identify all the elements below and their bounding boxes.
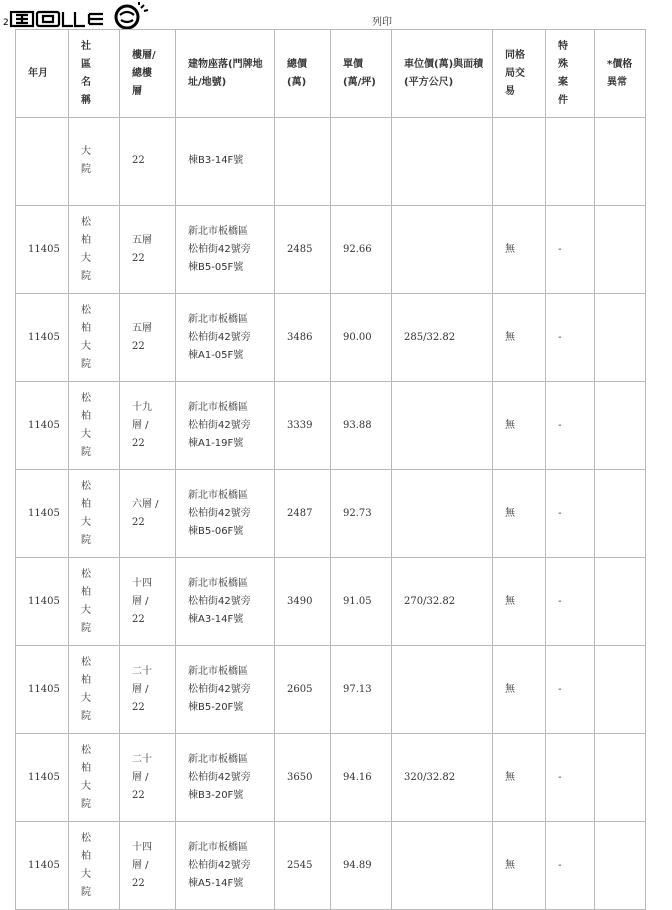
cell-community: 大院 (69, 118, 120, 206)
cell-special: - (546, 734, 595, 822)
cell-unit-price: 92.73 (331, 470, 392, 558)
cell-empty (493, 118, 546, 206)
cell-same-layout: 無 (493, 822, 546, 910)
cell-floor: 二十層 / 22 (120, 734, 176, 822)
cell-address: 新北市板橋區 松柏街42號旁 棟B3-20F號 (176, 734, 275, 822)
col-same-layout[interactable]: 同格局交易 (493, 30, 546, 118)
transaction-table (15, 29, 646, 910)
cell-year-month: 11405 (16, 382, 69, 470)
table-row (16, 382, 646, 470)
col-year-month[interactable]: 年月 (16, 30, 69, 118)
cell-empty (16, 118, 69, 206)
cell-special: - (546, 294, 595, 382)
cell-special: - (546, 558, 595, 646)
cell-floor: 五層 22 (120, 294, 176, 382)
cell-floor: 二十層 / 22 (120, 646, 176, 734)
cell-year-month: 11405 (16, 470, 69, 558)
cell-unit-price: 93.88 (331, 382, 392, 470)
cell-special: - (546, 382, 595, 470)
cell-empty (392, 118, 493, 206)
cell-year-month: 11405 (16, 822, 69, 910)
cell-total-price: 2485 (275, 206, 331, 294)
cell-empty (546, 118, 595, 206)
cell-total-price: 2545 (275, 822, 331, 910)
cell-special: - (546, 470, 595, 558)
col-address[interactable]: 建物座落(門牌地址/地號) (176, 30, 275, 118)
cell-address: 新北市板橋區 松柏街42號旁 棟B5-06F號 (176, 470, 275, 558)
cell-floor: 十九層 / 22 (120, 382, 176, 470)
cell-address: 棟B3-14F號 (176, 118, 275, 206)
cell-community: 松柏大院 (69, 294, 120, 382)
cell-community: 松柏大院 (69, 206, 120, 294)
cell-address: 新北市板橋區 松柏街42號旁 棟B5-20F號 (176, 646, 275, 734)
cell-parking (392, 646, 493, 734)
cell-unit-price: 94.16 (331, 734, 392, 822)
cell-community: 松柏大院 (69, 822, 120, 910)
cell-community: 松柏大院 (69, 382, 120, 470)
cell-year-month: 11405 (16, 734, 69, 822)
cell-total-price: 2605 (275, 646, 331, 734)
cell-same-layout: 無 (493, 558, 546, 646)
cell-parking: 320/32.82 (392, 734, 493, 822)
col-floor[interactable]: 樓層/總樓層 (120, 30, 176, 118)
cell-special: - (546, 206, 595, 294)
top-bar (0, 0, 672, 30)
print-title: 列印 (372, 17, 392, 28)
table-row (16, 558, 646, 646)
table-row (16, 294, 646, 382)
cell-abnormal (595, 294, 646, 382)
col-parking[interactable]: 車位價(萬)與面積(平方公尺) (392, 30, 493, 118)
cell-unit-price: 90.00 (331, 294, 392, 382)
cell-total-price: 3486 (275, 294, 331, 382)
cell-same-layout: 無 (493, 382, 546, 470)
table-row (16, 734, 646, 822)
cell-parking: 270/32.82 (392, 558, 493, 646)
cell-address: 新北市板橋區 松柏街42號旁 棟A5-14F號 (176, 822, 275, 910)
table-row (16, 470, 646, 558)
cell-floor: 六層 / 22 (120, 470, 176, 558)
cell-abnormal (595, 734, 646, 822)
cell-same-layout: 無 (493, 734, 546, 822)
cell-abnormal (595, 646, 646, 734)
cell-floor: 五層 22 (120, 206, 176, 294)
cell-abnormal (595, 206, 646, 294)
cell-parking (392, 470, 493, 558)
cell-unit-price: 94.89 (331, 822, 392, 910)
cell-total-price: 3339 (275, 382, 331, 470)
cell-same-layout: 無 (493, 646, 546, 734)
cell-unit-price: 97.13 (331, 646, 392, 734)
cell-address: 新北市板橋區 松柏街42號旁 棟A3-14F號 (176, 558, 275, 646)
cell-floor: 十四層 / 22 (120, 822, 176, 910)
cell-community: 松柏大院 (69, 734, 120, 822)
cell-abnormal (595, 822, 646, 910)
cell-address: 新北市板橋區 松柏街42號旁 棟A1-05F號 (176, 294, 275, 382)
cell-year-month: 11405 (16, 206, 69, 294)
cell-floor: 22 (120, 118, 176, 206)
table-row (16, 206, 646, 294)
cell-empty (275, 118, 331, 206)
cell-floor: 十四層 / 22 (120, 558, 176, 646)
col-abnormal[interactable]: *價格異常 (595, 30, 646, 118)
svg-text:2: 2 (3, 18, 9, 28)
cell-special: - (546, 646, 595, 734)
cell-community: 松柏大院 (69, 646, 120, 734)
table-header-row (16, 30, 646, 118)
cell-parking (392, 206, 493, 294)
cell-empty (331, 118, 392, 206)
cell-address: 新北市板橋區 松柏街42號旁 棟A1-19F號 (176, 382, 275, 470)
col-special[interactable]: 特殊案件 (546, 30, 595, 118)
cell-community: 松柏大院 (69, 470, 120, 558)
cell-year-month: 11405 (16, 646, 69, 734)
cell-same-layout: 無 (493, 206, 546, 294)
col-total-price[interactable]: 總價(萬) (275, 30, 331, 118)
cell-address: 新北市板橋區 松柏街42號旁 棟B5-05F號 (176, 206, 275, 294)
col-unit-price[interactable]: 單價(萬/坪) (331, 30, 392, 118)
cell-total-price: 3490 (275, 558, 331, 646)
cell-total-price: 3650 (275, 734, 331, 822)
cell-same-layout: 無 (493, 294, 546, 382)
cell-abnormal (595, 470, 646, 558)
cell-abnormal (595, 558, 646, 646)
cell-community: 松柏大院 (69, 558, 120, 646)
cell-total-price: 2487 (275, 470, 331, 558)
table-row (16, 822, 646, 910)
site-logo[interactable] (3, 2, 153, 30)
cell-parking (392, 822, 493, 910)
cell-year-month: 11405 (16, 558, 69, 646)
cell-empty (595, 118, 646, 206)
cell-parking (392, 382, 493, 470)
cell-parking: 285/32.82 (392, 294, 493, 382)
cell-year-month: 11405 (16, 294, 69, 382)
col-community[interactable]: 社區名稱 (69, 30, 120, 118)
cell-same-layout: 無 (493, 470, 546, 558)
table-row-partial (16, 118, 646, 206)
cell-unit-price: 91.05 (331, 558, 392, 646)
cell-special: - (546, 822, 595, 910)
cell-unit-price: 92.66 (331, 206, 392, 294)
cell-abnormal (595, 382, 646, 470)
table-row (16, 646, 646, 734)
